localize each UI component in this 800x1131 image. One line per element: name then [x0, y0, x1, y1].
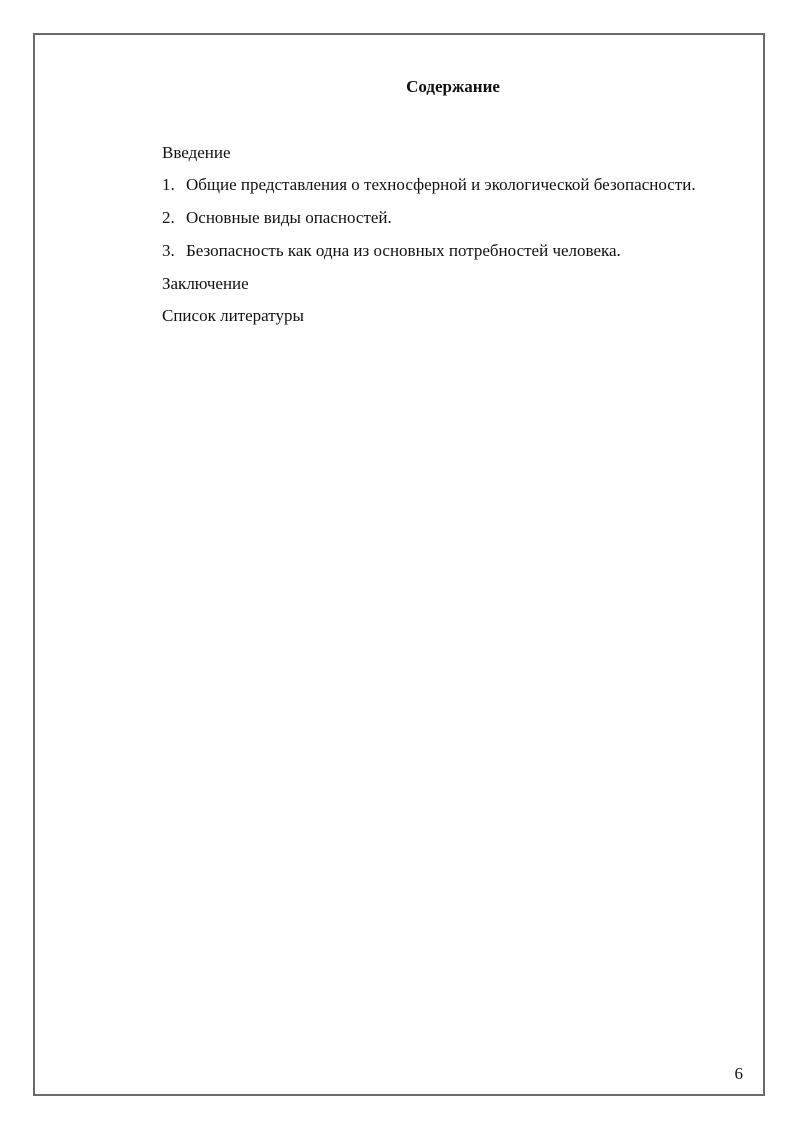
toc-entry-number: 2. — [162, 208, 175, 227]
toc-entry-2 — [162, 208, 742, 228]
toc-entry-references: Список литературы — [162, 306, 304, 325]
toc-entry-text: Общие представления о техносферной и экологической безопасности. — [186, 175, 696, 194]
toc-entry-conclusion: Заключение — [162, 274, 249, 293]
toc-entry-number: 1. — [162, 175, 175, 194]
table-of-contents — [162, 143, 742, 338]
page-title: Содержание — [406, 77, 500, 96]
toc-entry-3 — [162, 241, 742, 261]
toc-entry-text: Основные виды опасностей. — [186, 208, 392, 227]
toc-entry-number: 3. — [162, 241, 175, 260]
toc-entry-introduction: Введение — [162, 143, 231, 162]
toc-entry-text: Безопасность как одна из основных потребностей человека. — [186, 241, 621, 260]
toc-entry-1 — [162, 175, 742, 195]
page-number: 6 — [734, 1064, 743, 1083]
